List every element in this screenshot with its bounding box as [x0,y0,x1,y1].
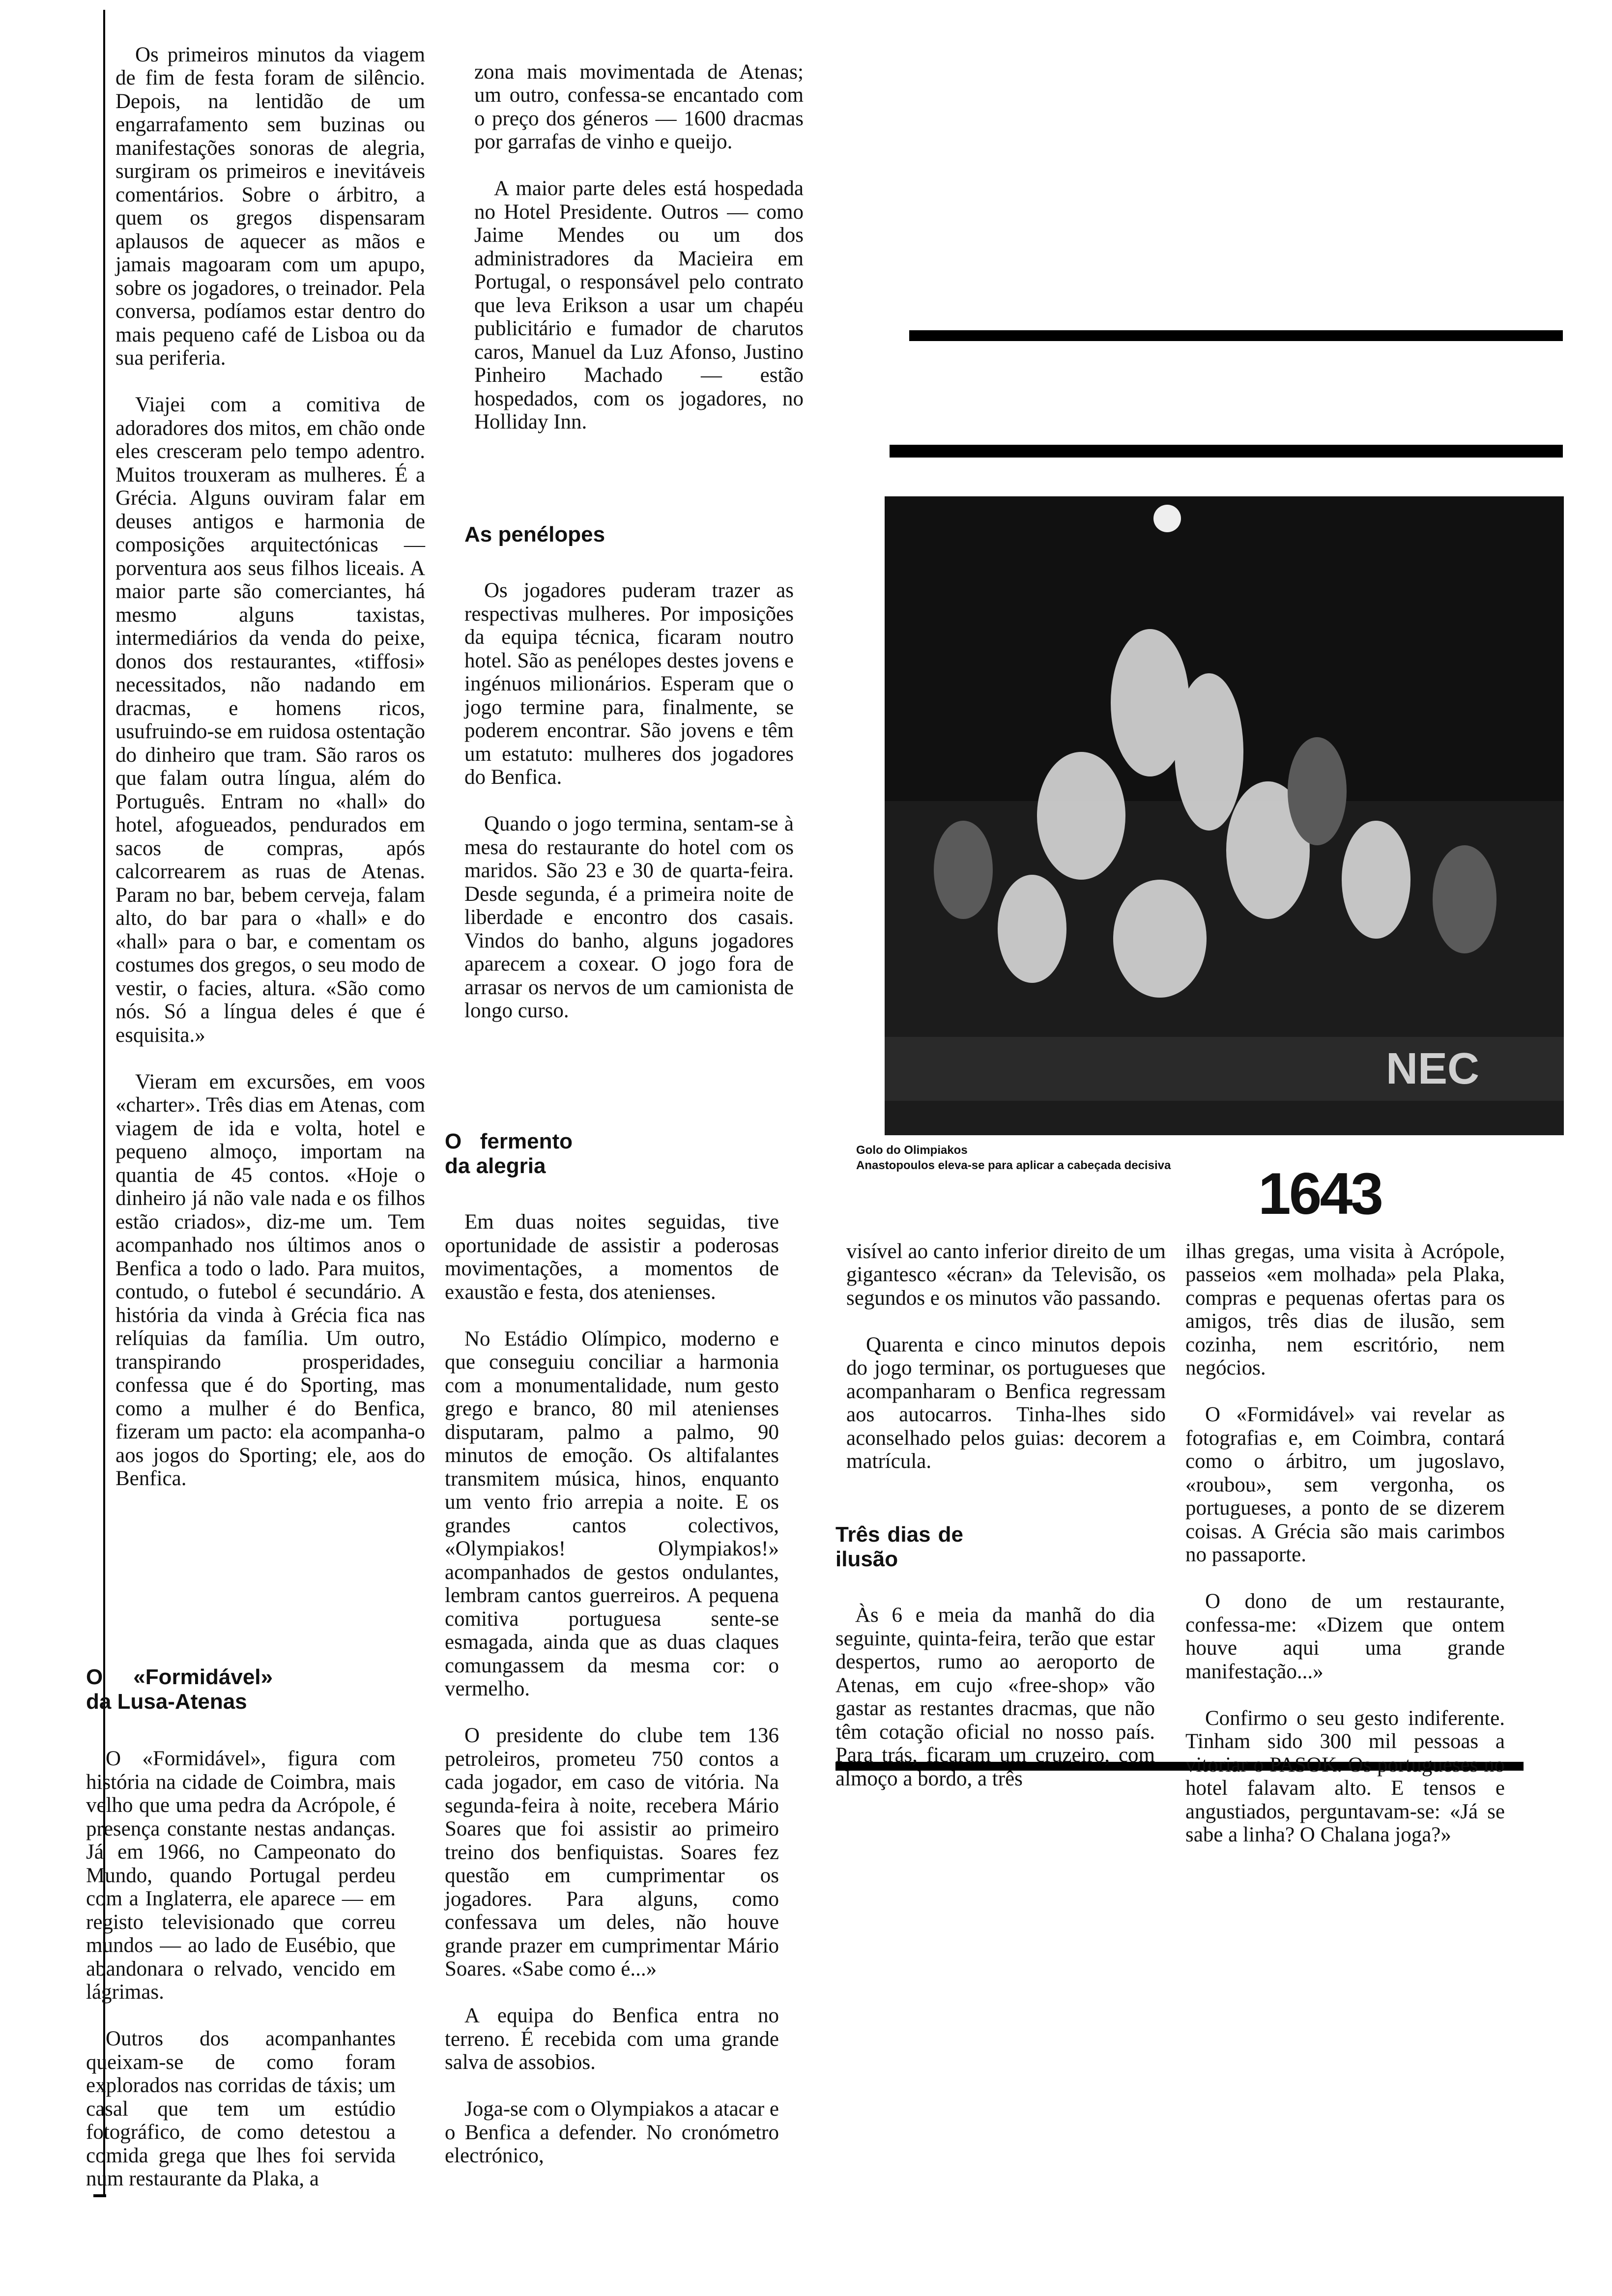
paragraph: Viajei com a comitiva de adoradores dos mitos, em chão onde eles cresceram pelo tempo adentro. Muitos trouxeram as mulheres. É a Grécia. Alguns ouviram falar em deuses antigos e harmonia de composições arquitectónicas — porventura aos seus filhos liceais. A maior parte são comerciantes, há mesmo alguns taxistas, intermediários da venda do peixe, donos dos restaurantes, «tiffosi» necessitados, não nadando em dracmas, e homens ricos, usufruindo-se em ruidosa ostentação do dinheiro que tram. São raros os que falam outra língua, além do Português. Entram no «hall» do hotel, afogueados, pendurados em sacos de compras, após calcorrearem as ruas de Atenas. Param no bar, bebem cerveja, falam alto, do bar para o «hall» e do «hall» para o bar, e comentam os costumes dos gregos, o seu modo de vestir, o facies, altura. «São como nós. Só a língua deles é que é esquisita.» [115,393,425,1047]
column-3 [846,1216,1166,1496]
handwritten-mark: 1643 [1258,1161,1382,1227]
paragraph: Joga-se com o Olympiakos a atacar e o Benfica a defender. No cronómetro electrónico, [445,2097,779,2167]
caption-title: Golo do Olimpiakos [856,1144,968,1157]
board-text: NEC [1386,1044,1480,1093]
paragraph: O «Formidável», figura com história na cidade de Coimbra, mais velho que uma pedra da Acrópole, é presença constante nestas andanças. Já em 1966, no Campeonato do Mundo, quando Portugal perdeu com a Inglaterra, ele aparece — em registo televisionado que correu mundos — ao lado de Eusébio, que abandonara o relvado, vencido em lágrimas. [86,1747,396,2004]
paragraph: ilhas gregas, uma visita à Acrópole, passeios «em molhada» pela Plaka, compras e pequenas ofertas para os amigos, três dias de ilusão, sem cozinha, nem escritório, nem negócios. [1185,1239,1505,1379]
subheading: O «Formidável» da Lusa-Atenas [86,1665,273,1714]
column-2-lower [445,1106,779,2191]
match-photo [885,496,1564,1135]
paragraph: visível ao canto inferior direito de um gigantesco «écran» da Televisão, os segundos e os minutos vão passando. [846,1239,1166,1310]
paragraph: Os primeiros minutos da viagem de fim de festa foram de silêncio. Depois, na lentidão de um engarrafamento sem buzinas ou manifestações sonoras de alegria, surgiram os primeiros e inevitáveis comentários. Sobre o árbitro, a quem os gregos dispensaram aplausos de aquecer as mãos e jamais magoaram com um apupo, sobre os jogadores, o treinador. Pela conversa, podíamos estar dentro do mais pequeno café de Lisboa ou da sua periferia. [115,43,425,370]
paragraph: Os jogadores puderam trazer as respectivas mulheres. Por imposições da equipa técnica, ficaram noutro hotel. São as penélopes destes jovens e ingénuos milionários. Esperam que o jogo termine para, finalmente, se poderem encontrar. São jovens e têm um estatuto: mulheres dos jogadores do Benfica. [464,579,794,789]
match-photo-image [885,496,1564,1135]
paragraph: Vieram em excursões, em voos «charter». Três dias em Atenas, com viagem de ida e volta, hotel e pequeno almoço, importam na quantia de 45 contos. «Hoje o dinheiro já não vale nada e os filhos estão criados», diz-me um. Tem acompanhado nos últimos anos o Benfica a todo o lado. Para muitos, contudo, o futebol é secundário. A história da vinda à Grécia fica nas relíquias da família. Um outro, transpirando prosperidades, confessa que é do Sporting, mas como a mulher é do Benfica, fizeram um pacto: ela acompanha-o aos jogos do Sporting; ele, aos do Benfica. [115,1070,425,1490]
column-3-lower [835,1499,1155,1814]
paragraph: zona mais movimentada de Atenas; um outro, confessa-se encantado com o preço dos géneros — 1600 dracmas por garrafas de vinho e queijo. [474,60,804,153]
paragraph: O dono de um restaurante, confessa-me: «Dizem que ontem houve aqui uma grande manifestação...» [1185,1590,1505,1683]
column-1-lower [86,1641,396,2214]
subheading: O fermento da alegria [445,1129,573,1178]
column-2-mid [464,499,794,1046]
divider-rule [909,330,1563,341]
column-4 [1185,1216,1505,1870]
column-1 [115,20,425,1514]
paragraph: Às 6 e meia da manhã do dia seguinte, quinta-feira, terão que estar despertos, rumo ao aeroporto de Atenas, em cujo «free-shop» vão gastar as restantes dracmas, que não têm cotação oficial no nosso país. Para trás, ficaram um cruzeiro, com almoço a bordo, a três [835,1604,1155,1790]
subheading: As penélopes [464,522,605,546]
paragraph: Outros dos acompanhantes queixam-se de como foram explorados nas corridas de táxis; um casal que tem um estúdio fotográfico, de como detestou a comida grega que lhes foi servida num restaurante da Plaka, a [86,2027,396,2190]
subheading: Três dias de ilusão [835,1522,963,1571]
paragraph: Quarenta e cinco minutos depois do jogo terminar, os portugueses que acompanharam o Benfica regressam aos autocarros. Tinha-lhes sido aconselhado pelos guias: decorem a matrícula. [846,1333,1166,1473]
caption-text: Anastopoulos eleva-se para aplicar a cabeçada decisiva [856,1159,1171,1172]
divider-rule [890,445,1563,458]
paragraph: Quando o jogo termina, sentam-se à mesa do restaurante do hotel com os maridos. São 23 e 30 de quarta-feira. Desde segunda, é a primeira noite de liberdade e encontro dos casais. Vindos do banho, alguns jogadores aparecem a coxear. O jogo fora de arrasar os nervos de um camionista de longo curso. [464,812,794,1022]
paragraph: O «Formidável» vai revelar as fotografias e, em Coimbra, contará como o árbitro, um jugoslavo, «roubou», sem vergonha, os portugueses, a ponto de se dizerem coisas. A Grécia são mais carimbos no passaporte. [1185,1403,1505,1566]
paragraph: A maior parte deles está hospedada no Hotel Presidente. Outros — como Jaime Mendes ou um dos administradores da Macieira em Portugal, o responsável pelo contrato que leva Erikson a usar um chapéu publicitário e fumador de charutos caros, Manuel da Luz Afonso, Justino Pinheiro Machado — estão hospedados, com os jogadores, no Holliday Inn. [474,177,804,433]
paragraph: O presidente do clube tem 136 petroleiros, prometeu 750 contos a cada jogador, em caso de vitória. Na segunda-feira à noite, recebera Mário Soares que foi assistir ao primeiro treino dos benfiquistas. Soares fez questão em cumprimentar os jogadores. Para alguns, como confessava um deles, não houve grande prazer em cumprimentar Mário Soares. «Sabe como é...» [445,1724,779,1980]
paragraph: Confirmo o seu gesto indiferente. Tinham sido 300 mil pessoas a vitoriar o PASOK. Os portugueses no hotel falavam alto. E tensos e angustiados, perguntavam-se: «Já se sabe a linha? O Chalana joga?» [1185,1706,1505,1846]
paragraph: Em duas noites seguidas, tive oportunidade de assistir a poderosas movimentações, a momentos de exaustão e festa, dos atenienses. [445,1210,779,1304]
paragraph: No Estádio Olímpico, moderno e que conseguiu conciliar a harmonia com a monumentalidade, num gesto grego e branco, 80 mil atenienses disputaram, palmo a palmo, 90 minutos de emoção. Os altifalantes transmitem música, hinos, enquanto um vento frio arrepia a noite. E os grandes cantos colectivos, «Olympiakos! Olympiakos!» acompanhados de gestos ondulantes, lembram cantos guerreiros. A pequena comitiva portuguesa sente-se esmagada, ainda que as duas claques comungassem da mesma cor: o vermelho. [445,1327,779,1700]
column-2 [474,37,804,457]
ball-icon [1153,505,1181,532]
paragraph: A equipa do Benfica entra no terreno. É recebida com uma grande salva de assobios. [445,2004,779,2074]
